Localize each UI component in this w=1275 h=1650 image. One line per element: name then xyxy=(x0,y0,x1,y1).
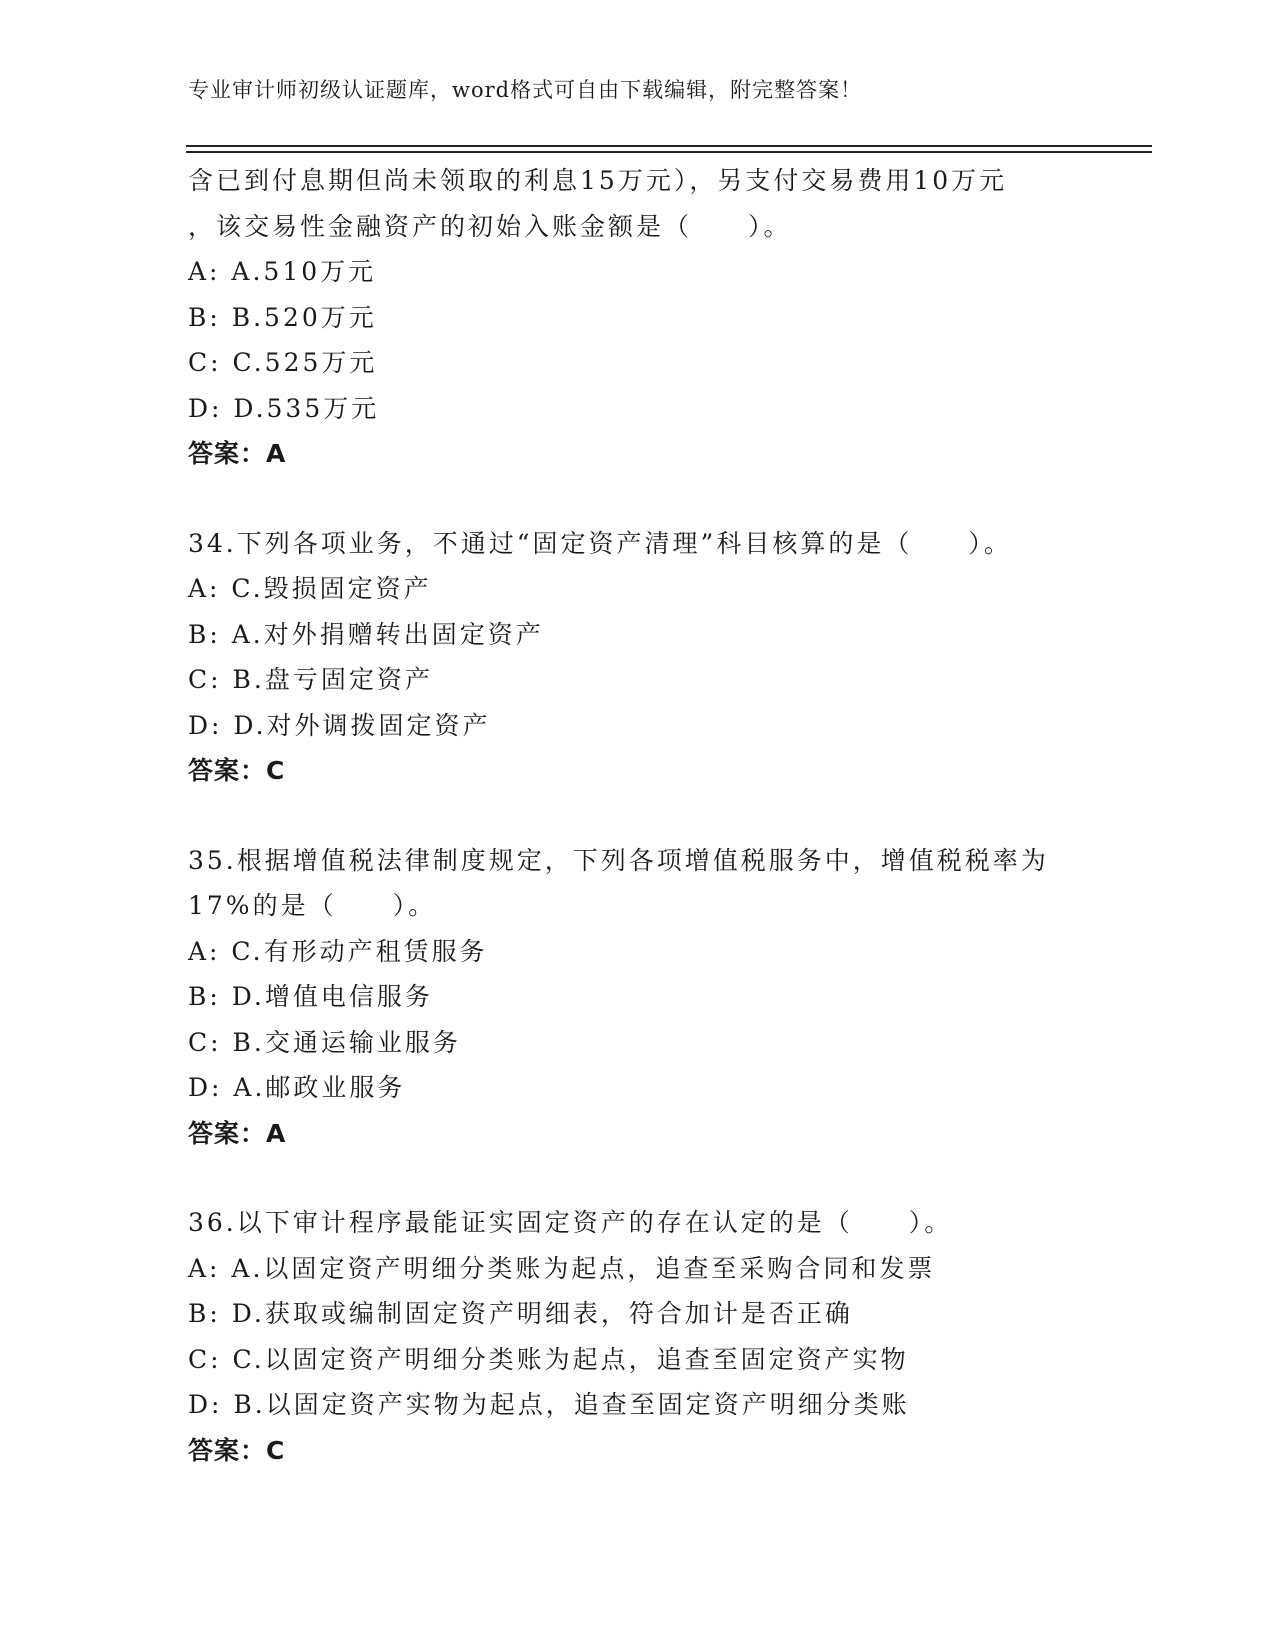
option-d: D: D.535万元 xyxy=(188,393,380,423)
header-rule-bottom xyxy=(186,151,1152,153)
option-c: C: C.以固定资产明细分类账为起点，追查至固定资产实物 xyxy=(188,1344,909,1374)
option-c: C: B.交通运输业服务 xyxy=(188,1027,461,1057)
option-b: B: B.520万元 xyxy=(188,302,377,332)
option-a: A: C.有形动产租赁服务 xyxy=(188,936,488,966)
option-a: A: A.510万元 xyxy=(188,257,377,286)
question-stem: 含已到付息期但尚未领取的利息15万元），另支付交易费用10万元 xyxy=(188,166,1008,195)
option-d: D: D.对外调拨固定资产 xyxy=(188,710,491,740)
answer-line: 答案：C xyxy=(188,756,286,785)
question-36 xyxy=(188,1200,1148,1473)
option-d: D: A.邮政业服务 xyxy=(188,1073,406,1102)
option-b: B: A.对外捐赠转出固定资产 xyxy=(188,619,544,649)
question-stem: 34.下列各项业务，不通过“固定资产清理”科目核算的是（ ）。 xyxy=(188,528,1012,558)
question-stem: 36.以下审计程序最能证实固定资产的存在认定的是（ ）。 xyxy=(188,1208,953,1237)
answer-line: 答案：A xyxy=(188,439,287,468)
option-a: A: C.毁损固定资产 xyxy=(188,574,432,603)
option-c: C: C.525万元 xyxy=(188,348,378,377)
question-35 xyxy=(188,838,1148,1157)
question-stem: 35.根据增值税法律制度规定，下列各项增值税服务中，增值税税率为 xyxy=(188,845,1049,875)
option-b: B: D.增值电信服务 xyxy=(188,982,433,1011)
option-c: C: B.盘亏固定资产 xyxy=(188,665,433,694)
spacer xyxy=(188,794,1148,838)
option-d: D: B.以固定资产实物为起点，追查至固定资产明细分类账 xyxy=(188,1390,910,1419)
question-stem: 17%的是（ ）。 xyxy=(188,891,437,920)
option-a: A: A.以固定资产明细分类账为起点，追查至采购合同和发票 xyxy=(188,1253,936,1283)
spacer xyxy=(188,1156,1148,1200)
answer-line: 答案：A xyxy=(188,1118,287,1148)
question-34 xyxy=(188,521,1148,794)
question-list xyxy=(188,158,1148,1473)
option-b: B: D.获取或编制固定资产明细表，符合加计是否正确 xyxy=(188,1299,853,1328)
question-33 xyxy=(188,158,1148,477)
spacer xyxy=(188,477,1148,521)
header-rule-top xyxy=(186,145,1152,147)
question-stem: ，该交易性金融资产的初始入账金额是（ ）。 xyxy=(188,211,792,241)
answer-line: 答案：C xyxy=(188,1435,286,1465)
page-header: 专业审计师初级认证题库，word格式可自由下载编辑，附完整答案！ xyxy=(188,78,863,102)
